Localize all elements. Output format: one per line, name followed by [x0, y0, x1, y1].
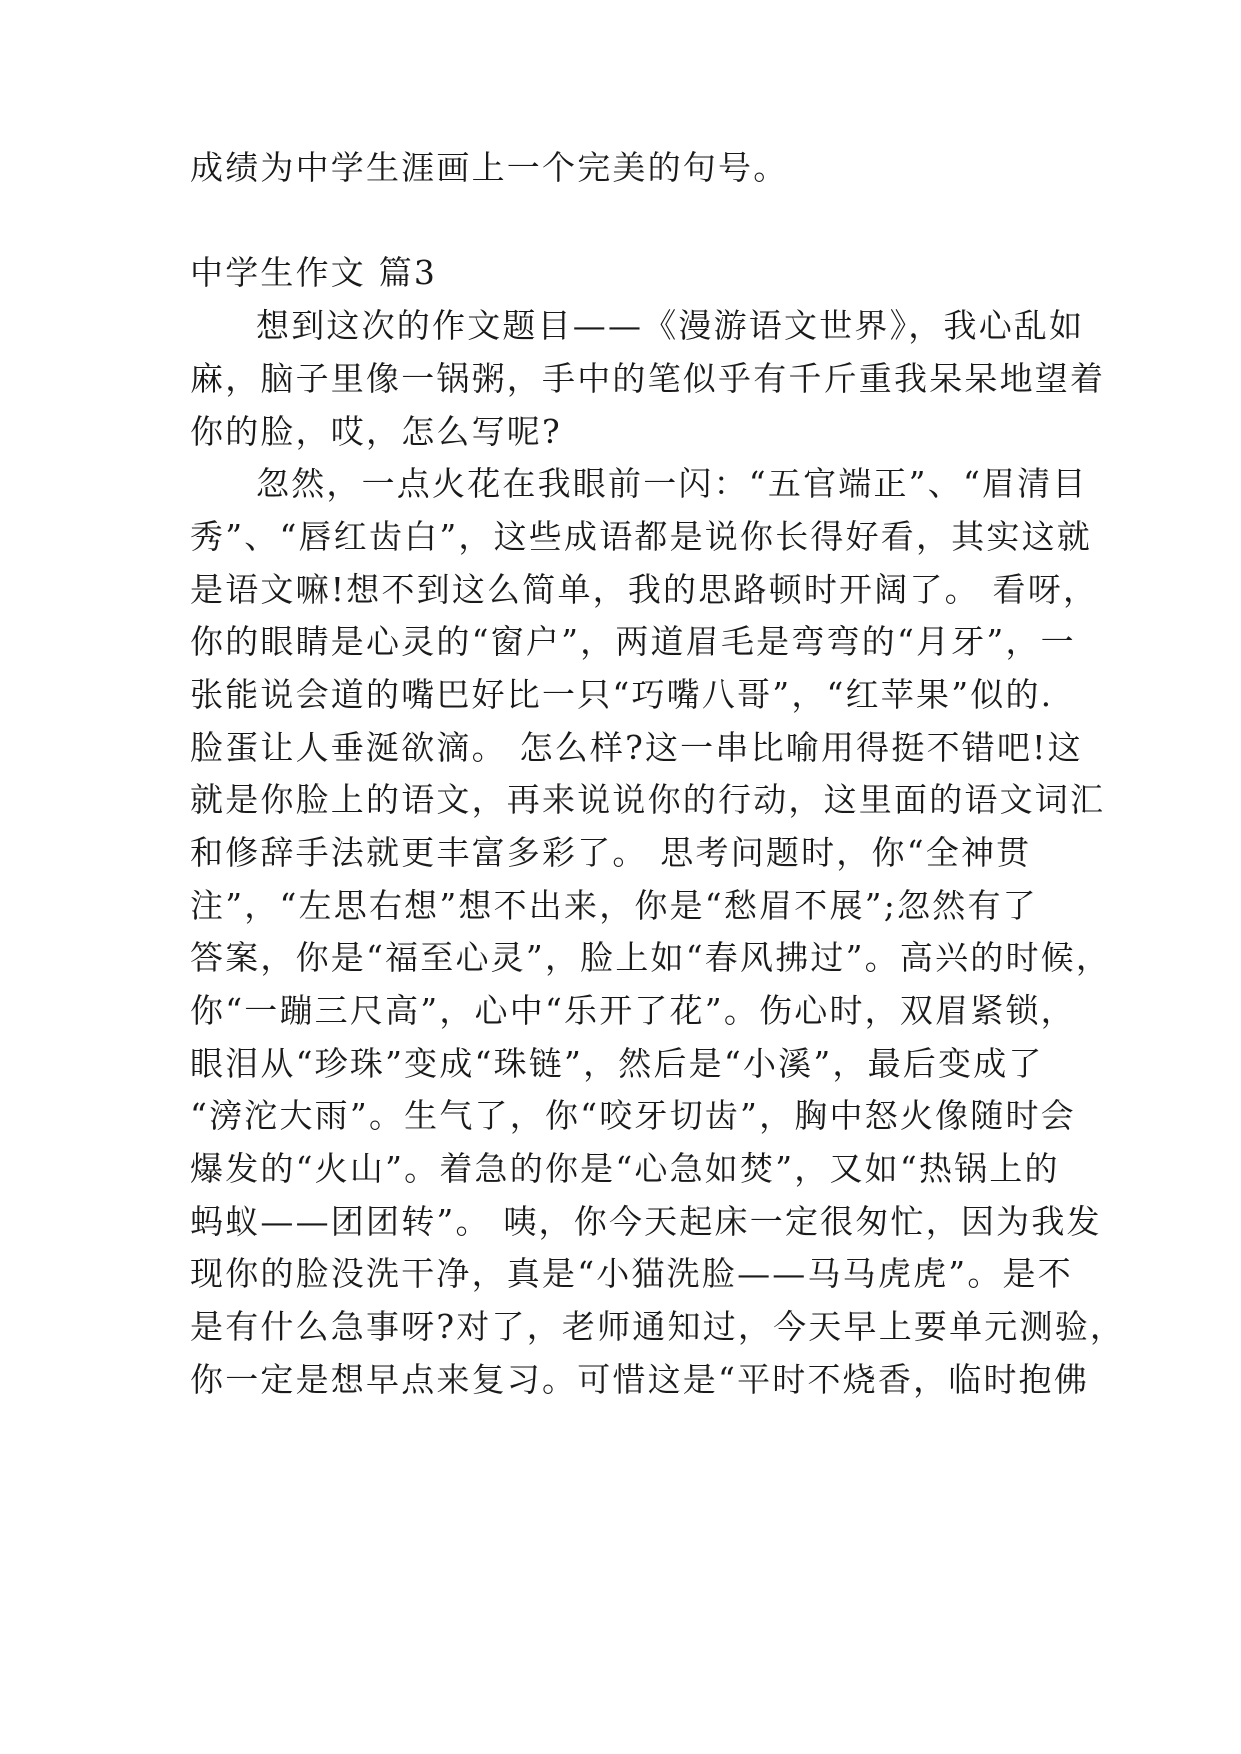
paragraph-2-line-7: 就是你脸上的语文，再来说说你的行动，这里面的语文词汇: [190, 780, 1106, 819]
paragraph-2-line-9: 注”，“左思右想”想不出来，你是“愁眉不展”;忽然有了: [190, 886, 1038, 925]
paragraph-2-line-13: “滂沱大雨”。生气了，你“咬牙切齿”，胸中怒火像随时会: [190, 1096, 1076, 1135]
paragraph-1-line-1: 想到这次的作文题目——《漫游语文世界》，我心乱如: [256, 306, 1085, 345]
carryover-line: 成绩为中学生涯画上一个完美的句号。: [190, 148, 789, 187]
paragraph-2-line-10: 答案，你是“福至心灵”，脸上如“春风拂过”。高兴的时候，: [190, 938, 1112, 977]
section-heading: 中学生作文 篇3: [190, 253, 438, 292]
paragraph-2-line-11: 你“一蹦三尺高”，心中“乐开了花”。伤心时，双眉紧锁，: [190, 991, 1076, 1030]
paragraph-2-line-14: 爆发的“火山”。着急的你是“心急如焚”，又如“热锅上的: [190, 1149, 1060, 1188]
paragraph-2-line-15: 蚂蚁——团团转”。 咦，你今天起床一定很匆忙，因为我发: [190, 1202, 1102, 1241]
paragraph-1-line-3: 你的脸，哎，怎么写呢?: [190, 412, 562, 451]
paragraph-2-line-3: 是语文嘛!想不到这么简单，我的思路顿时开阔了。 看呀，: [190, 570, 1099, 609]
paragraph-2-line-18: 你一定是想早点来复习。可惜这是“平时不烧香，临时抱佛: [190, 1360, 1090, 1399]
paragraph-2-line-2: 秀”、“唇红齿白”，这些成语都是说你长得好看，其实这就: [190, 517, 1093, 556]
paragraph-2-line-4: 你的眼睛是心灵的“窗户”，两道眉毛是弯弯的“月牙”，一: [190, 622, 1076, 661]
paragraph-2-line-1: 忽然，一点火花在我眼前一闪：“五官端正”、“眉清目: [256, 464, 1088, 503]
paragraph-2-line-17: 是有什么急事呀?对了，老师通知过，今天早上要单元测验，: [190, 1307, 1126, 1346]
paragraph-1-line-2: 麻，脑子里像一锅粥，手中的笔似乎有千斤重我呆呆地望着: [190, 359, 1106, 398]
paragraph-2-line-5: 张能说会道的嘴巴好比一只“巧嘴八哥”，“红苹果”似的.: [190, 675, 1054, 714]
paragraph-2-line-16: 现你的脸没洗干净，真是“小猫洗脸——马马虎虎”。是不: [190, 1254, 1073, 1293]
paragraph-2-line-6: 脸蛋让人垂涎欲滴。 怎么样?这一串比喻用得挺不错吧!这: [190, 728, 1083, 767]
paragraph-2-line-12: 眼泪从“珍珠”变成“珠链”，然后是“小溪”，最后变成了: [190, 1044, 1044, 1083]
paragraph-2-line-8: 和修辞手法就更丰富多彩了。 思考问题时，你“全神贯: [190, 833, 1032, 872]
